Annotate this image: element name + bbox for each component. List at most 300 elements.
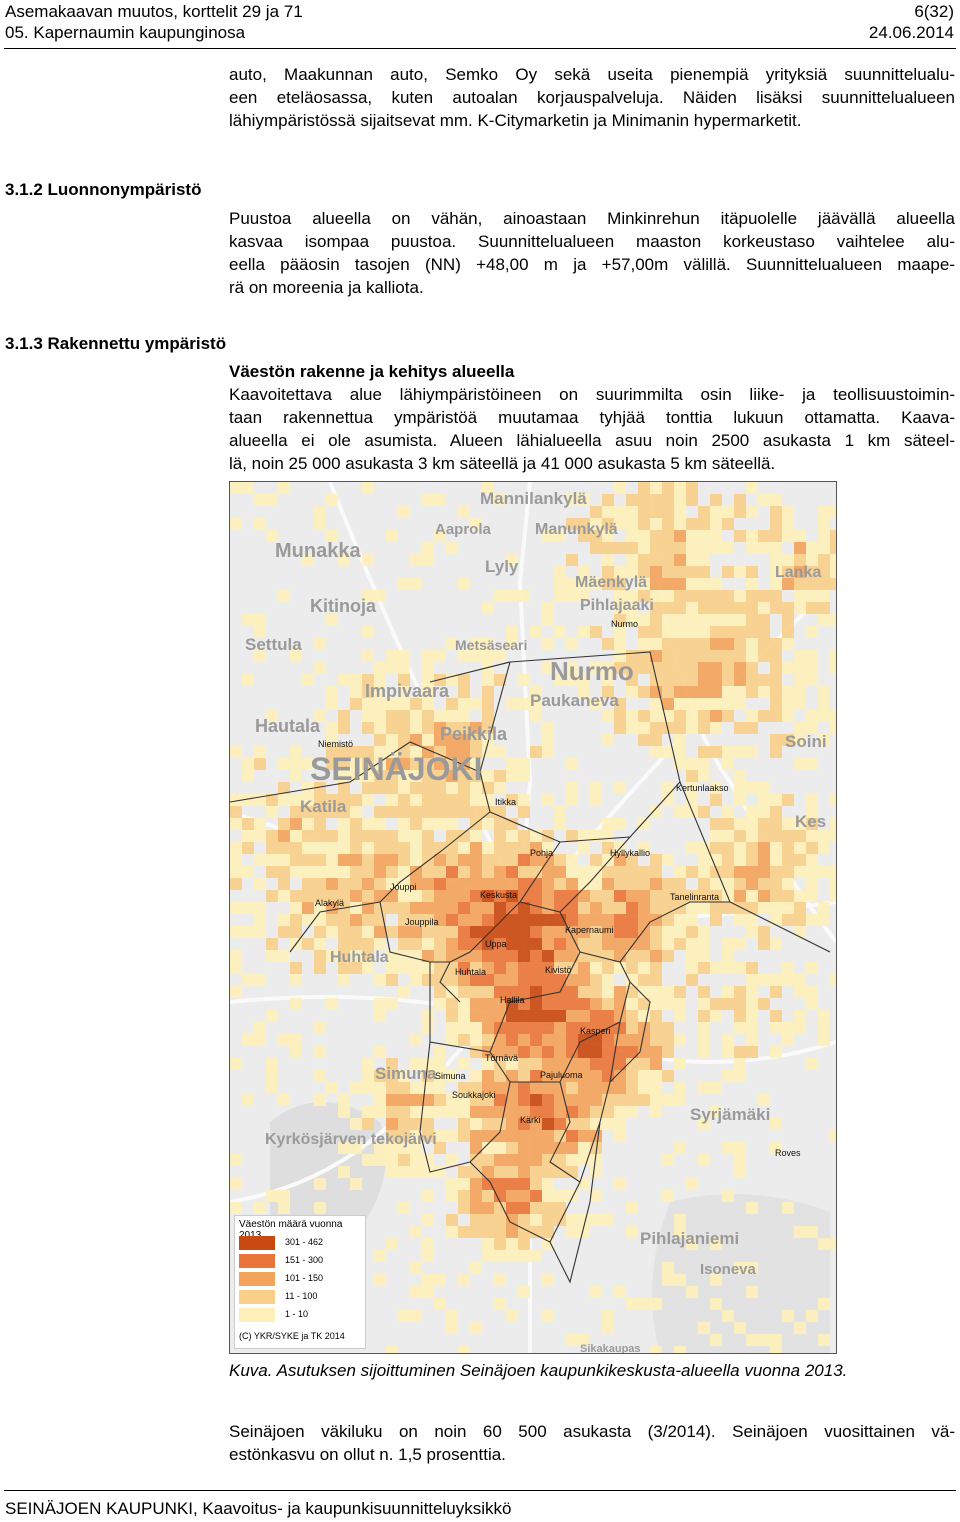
population-cell	[362, 650, 374, 662]
population-cell	[746, 662, 758, 674]
population-cell	[698, 854, 710, 866]
population-cell	[758, 494, 770, 506]
population-cell	[530, 890, 542, 902]
population-cell	[614, 818, 626, 830]
population-cell	[230, 818, 242, 830]
population-cell	[686, 710, 698, 722]
population-cell	[542, 1058, 554, 1070]
population-cell	[662, 614, 674, 626]
population-cell	[434, 1298, 446, 1310]
population-cell	[494, 1166, 506, 1178]
population-cell	[302, 890, 314, 902]
population-cell	[722, 866, 734, 878]
population-cell	[230, 1154, 242, 1166]
population-cell	[374, 1082, 386, 1094]
population-cell	[722, 518, 734, 530]
intro-paragraph	[229, 63, 955, 132]
population-cell	[746, 1046, 758, 1058]
population-cell	[278, 854, 290, 866]
population-cell	[374, 1274, 386, 1286]
population-cell	[518, 1034, 530, 1046]
population-cell	[446, 1154, 458, 1166]
population-cell	[578, 974, 590, 986]
population-cell	[314, 1046, 326, 1058]
population-cell	[770, 902, 782, 914]
population-cell	[506, 866, 518, 878]
population-cell	[686, 770, 698, 782]
population-cell	[254, 1022, 266, 1034]
legend-row	[239, 1236, 359, 1250]
footer-text: SEINÄJOEN KAUPUNKI, Kaavoitus- ja kaupunkisuunnitteluyksikkö	[5, 1499, 512, 1518]
population-cell	[614, 1130, 626, 1142]
population-cell	[782, 902, 794, 914]
population-cell	[302, 674, 314, 686]
population-cell	[518, 674, 530, 686]
population-cell	[830, 566, 836, 578]
population-cell	[650, 722, 662, 734]
population-cell	[410, 722, 422, 734]
population-cell	[302, 842, 314, 854]
population-cell	[506, 842, 518, 854]
population-cell	[638, 938, 650, 950]
population-cell	[482, 986, 494, 998]
population-cell	[638, 626, 650, 638]
population-cell	[686, 722, 698, 734]
population-cell	[710, 830, 722, 842]
population-cell	[650, 626, 662, 638]
population-cell	[746, 746, 758, 758]
population-cell	[614, 710, 626, 722]
population-cell	[650, 986, 662, 998]
population-cell	[542, 1130, 554, 1142]
population-cell	[614, 986, 626, 998]
population-cell	[302, 866, 314, 878]
population-cell	[734, 650, 746, 662]
population-cell	[746, 674, 758, 686]
population-cell	[722, 590, 734, 602]
population-cell	[566, 830, 578, 842]
population-cell	[626, 878, 638, 890]
population-cell	[734, 626, 746, 638]
population-cell	[386, 854, 398, 866]
population-cell	[686, 866, 698, 878]
population-cell	[794, 674, 806, 686]
district-label: Simuna	[435, 1071, 466, 1081]
population-cell	[290, 974, 302, 986]
population-cell	[314, 1202, 326, 1214]
population-cell	[746, 1202, 758, 1214]
population-cell	[662, 1046, 674, 1058]
population-cell	[674, 578, 686, 590]
population-cell	[650, 1082, 662, 1094]
population-cell	[830, 974, 836, 986]
population-cell	[338, 974, 350, 986]
population-cell	[422, 1118, 434, 1130]
population-cell	[410, 926, 422, 938]
population-cell	[590, 854, 602, 866]
population-cell	[530, 1202, 542, 1214]
place-name-label: Nurmo	[550, 656, 634, 686]
population-cell	[530, 1214, 542, 1226]
population-cell	[818, 506, 830, 518]
population-cell	[638, 542, 650, 554]
population-cell	[398, 1118, 410, 1130]
population-cell	[398, 710, 410, 722]
population-cell	[830, 542, 836, 554]
population-cell	[242, 674, 254, 686]
population-cell	[806, 878, 818, 890]
population-cell	[770, 698, 782, 710]
population-cell	[650, 710, 662, 722]
population-cell	[674, 1094, 686, 1106]
population-cell	[254, 758, 266, 770]
population-cell	[770, 734, 782, 746]
population-cell	[782, 1022, 794, 1034]
population-cell	[698, 746, 710, 758]
population-cell	[674, 722, 686, 734]
population-cell	[746, 998, 758, 1010]
population-cell	[674, 926, 686, 938]
population-cell	[590, 974, 602, 986]
population-cell	[230, 854, 242, 866]
population-cell	[422, 962, 434, 974]
population-cell	[818, 842, 830, 854]
population-cell	[314, 950, 326, 962]
population-cell	[326, 998, 338, 1010]
population-cell	[734, 854, 746, 866]
population-cell	[782, 914, 794, 926]
population-cell	[518, 806, 530, 818]
population-cell	[734, 902, 746, 914]
population-cell	[626, 542, 638, 554]
population-cell	[470, 1022, 482, 1034]
population-cell	[494, 1238, 506, 1250]
population-cell	[590, 626, 602, 638]
population-cell	[278, 794, 290, 806]
place-name-label: Impivaara	[365, 681, 450, 701]
population-cell	[710, 854, 722, 866]
population-cell	[626, 506, 638, 518]
population-cell	[554, 1010, 566, 1022]
population-cell	[290, 758, 302, 770]
population-cell	[722, 1190, 734, 1202]
population-cell	[662, 602, 674, 614]
population-cell	[410, 1094, 422, 1106]
population-cell	[650, 542, 662, 554]
population-cell	[614, 638, 626, 650]
population-cell	[410, 1166, 422, 1178]
population-cell	[722, 746, 734, 758]
population-cell	[806, 962, 818, 974]
population-cell	[722, 830, 734, 842]
population-cell	[326, 914, 338, 926]
population-cell	[686, 590, 698, 602]
population-cell	[818, 914, 830, 926]
population-cell	[758, 998, 770, 1010]
text-line: estönkasvu on ollut n. 1,5 prosenttia.	[229, 1445, 506, 1464]
population-cell	[566, 1022, 578, 1034]
population-cell	[650, 950, 662, 962]
population-cell	[746, 866, 758, 878]
population-cell	[698, 842, 710, 854]
population-cell	[422, 494, 434, 506]
population-cell	[626, 1070, 638, 1082]
population-cell	[542, 878, 554, 890]
population-cell	[590, 962, 602, 974]
population-cell	[806, 590, 818, 602]
population-cell	[662, 998, 674, 1010]
text-line: auto, Maakunnan auto, Semko Oy sekä useita pienempiä yrityksiä suunnittelualu-	[229, 65, 955, 84]
population-cell	[386, 794, 398, 806]
population-cell	[494, 926, 506, 938]
population-cell	[506, 1022, 518, 1034]
population-cell	[578, 1010, 590, 1022]
population-cell	[554, 1118, 566, 1130]
population-cell	[662, 494, 674, 506]
population-cell	[650, 854, 662, 866]
population-cell	[722, 962, 734, 974]
place-name-label: Syrjämäki	[690, 1105, 771, 1124]
population-cell	[626, 890, 638, 902]
population-cell	[770, 590, 782, 602]
population-cell	[278, 1034, 290, 1046]
population-cell	[698, 962, 710, 974]
population-cell	[494, 770, 506, 782]
place-name-label: Huhtala	[330, 949, 389, 966]
population-cell	[710, 686, 722, 698]
population-cell	[662, 590, 674, 602]
population-cell	[326, 686, 338, 698]
district-label: Pajuluoma	[540, 1070, 583, 1080]
population-cell	[266, 494, 278, 506]
population-cell	[554, 806, 566, 818]
population-cell	[242, 758, 254, 770]
population-cell	[578, 998, 590, 1010]
district-label: Uppa	[485, 939, 507, 949]
population-cell	[698, 986, 710, 998]
population-cell	[350, 902, 362, 914]
population-cell	[482, 866, 494, 878]
population-cell	[278, 926, 290, 938]
population-cell	[650, 614, 662, 626]
population-cell	[782, 662, 794, 674]
population-cell	[722, 806, 734, 818]
population-cell	[794, 914, 806, 926]
population-cell	[746, 926, 758, 938]
population-cell	[350, 878, 362, 890]
population-cell	[458, 1346, 470, 1353]
population-cell	[530, 1154, 542, 1166]
population-cell	[794, 926, 806, 938]
legend-row	[239, 1254, 359, 1268]
population-cell	[602, 1094, 614, 1106]
population-cell	[506, 1250, 518, 1262]
population-cell	[422, 938, 434, 950]
population-cell	[698, 698, 710, 710]
population-cell	[794, 662, 806, 674]
population-cell	[662, 1274, 674, 1286]
population-cell	[746, 818, 758, 830]
population-cell	[290, 962, 302, 974]
population-cell	[818, 1334, 830, 1346]
population-cell	[242, 1094, 254, 1106]
population-cell	[674, 998, 686, 1010]
population-cell	[746, 1286, 758, 1298]
population-cell	[314, 1070, 326, 1082]
population-cell	[290, 854, 302, 866]
population-cell	[578, 626, 590, 638]
population-cell	[446, 1310, 458, 1322]
population-cell	[314, 854, 326, 866]
population-cell	[746, 1022, 758, 1034]
population-cell	[698, 650, 710, 662]
population-cell	[674, 482, 686, 494]
population-cell	[686, 638, 698, 650]
population-cell	[506, 590, 518, 602]
population-cell	[542, 974, 554, 986]
population-cell	[434, 902, 446, 914]
population-cell	[674, 746, 686, 758]
population-cell	[710, 518, 722, 530]
population-cell	[638, 902, 650, 914]
population-cell	[338, 818, 350, 830]
population-cell	[458, 854, 470, 866]
population-cell	[710, 722, 722, 734]
population-cell	[446, 842, 458, 854]
population-cell	[482, 1226, 494, 1238]
population-cell	[230, 1178, 242, 1190]
population-cell	[362, 914, 374, 926]
population-cell	[650, 866, 662, 878]
population-cell	[386, 866, 398, 878]
population-cell	[578, 1130, 590, 1142]
population-cell	[266, 938, 278, 950]
population-cell	[662, 698, 674, 710]
population-cell	[458, 1130, 470, 1142]
population-cell	[506, 1214, 518, 1226]
population-cell	[758, 602, 770, 614]
population-cell	[662, 650, 674, 662]
population-cell	[266, 806, 278, 818]
population-cell	[686, 1178, 698, 1190]
population-cell	[710, 638, 722, 650]
population-cell	[338, 722, 350, 734]
population-cell	[434, 878, 446, 890]
population-cell	[590, 1094, 602, 1106]
population-cell	[386, 734, 398, 746]
population-cell	[686, 530, 698, 542]
population-cell	[794, 758, 806, 770]
population-cell	[638, 818, 650, 830]
population-cell	[674, 554, 686, 566]
population-cell	[482, 1238, 494, 1250]
population-cell	[482, 1214, 494, 1226]
population-cell	[650, 914, 662, 926]
population-cell	[578, 1094, 590, 1106]
population-cell	[554, 1214, 566, 1226]
population-cell	[590, 1166, 602, 1178]
population-cell	[734, 1154, 746, 1166]
population-cell	[470, 854, 482, 866]
population-cell	[674, 806, 686, 818]
population-cell	[782, 878, 794, 890]
population-cell	[770, 662, 782, 674]
population-cell	[770, 938, 782, 950]
population-cell	[650, 518, 662, 530]
population-cell	[350, 698, 362, 710]
population-cell	[626, 1010, 638, 1022]
population-cell	[482, 950, 494, 962]
population-cell	[458, 1202, 470, 1214]
population-cell	[386, 998, 398, 1010]
population-cell	[686, 758, 698, 770]
population-cell	[458, 926, 470, 938]
population-cell	[626, 962, 638, 974]
population-cell	[482, 878, 494, 890]
population-cell	[374, 1106, 386, 1118]
population-cell	[290, 902, 302, 914]
population-cell	[638, 974, 650, 986]
population-cell	[278, 1190, 290, 1202]
population-cell	[686, 698, 698, 710]
population-cell	[542, 926, 554, 938]
population-cell	[626, 710, 638, 722]
population-cell	[230, 950, 242, 962]
population-cell	[434, 974, 446, 986]
district-label: Huhtala	[455, 967, 487, 977]
population-cell	[542, 1010, 554, 1022]
population-cell	[710, 698, 722, 710]
population-cell	[698, 662, 710, 674]
population-cell	[602, 986, 614, 998]
project-name: 05. Kapernaumin kaupunginosa	[5, 23, 246, 42]
population-cell	[470, 842, 482, 854]
population-cell	[650, 698, 662, 710]
population-cell	[482, 854, 494, 866]
population-cell	[650, 494, 662, 506]
population-cell	[566, 1190, 578, 1202]
population-cell	[734, 914, 746, 926]
population-cell	[422, 1238, 434, 1250]
district-label: Itikka	[495, 797, 517, 807]
population-cell	[446, 1226, 458, 1238]
place-name-label: Isoneva	[700, 1261, 756, 1278]
population-cell	[734, 746, 746, 758]
population-cell	[566, 1214, 578, 1226]
population-cell	[326, 494, 338, 506]
population-cell	[542, 1274, 554, 1286]
population-cell	[506, 1034, 518, 1046]
population-cell	[530, 1166, 542, 1178]
population-cell	[746, 878, 758, 890]
population-cell	[446, 1130, 458, 1142]
population-cell	[746, 962, 758, 974]
population-cell	[542, 1046, 554, 1058]
population-cell	[566, 1118, 578, 1130]
population-cell	[710, 662, 722, 674]
population-cell	[590, 998, 602, 1010]
population-cell	[662, 566, 674, 578]
district-label: Kertunlaakso	[676, 783, 729, 793]
population-cell	[626, 866, 638, 878]
population-cell	[794, 530, 806, 542]
population-cell	[722, 758, 734, 770]
population-cell	[482, 1010, 494, 1022]
population-cell	[542, 638, 554, 650]
population-cell	[518, 1166, 530, 1178]
population-cell	[782, 530, 794, 542]
population-cell	[494, 1082, 506, 1094]
